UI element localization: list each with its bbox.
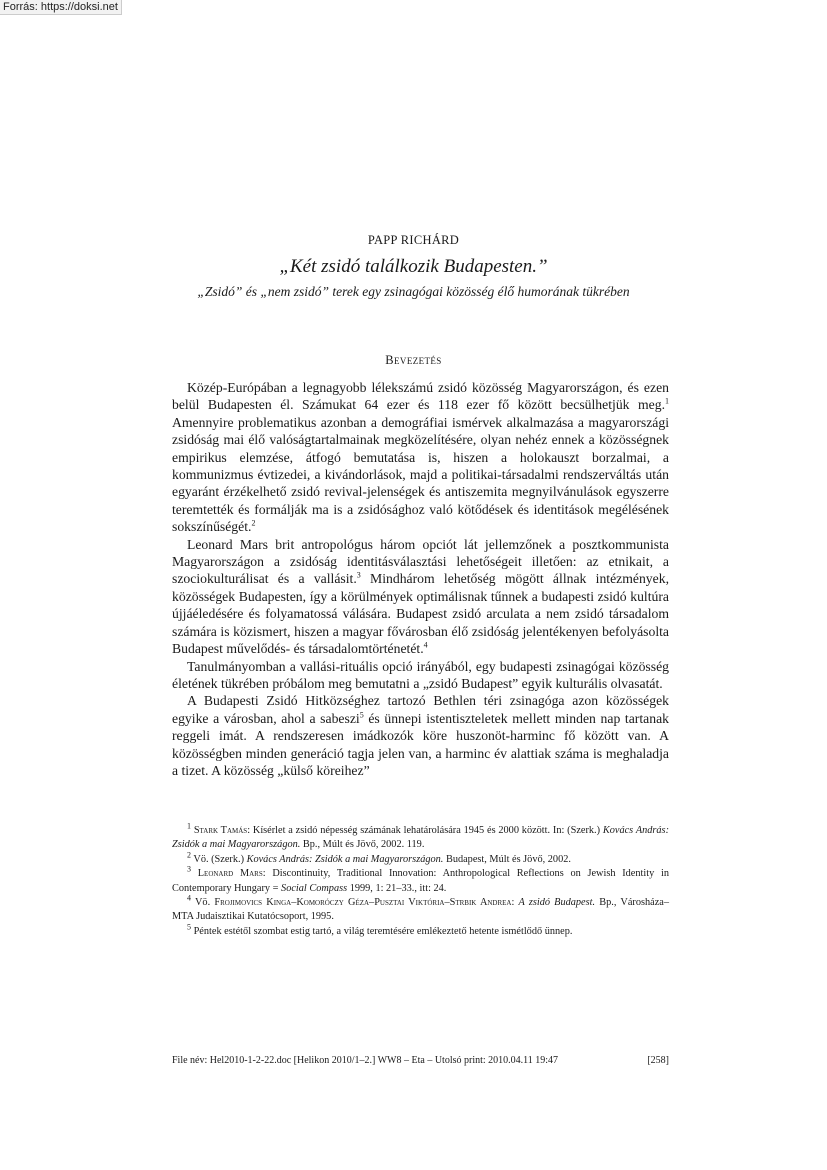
footnote-ref[interactable]: 1 bbox=[665, 396, 669, 406]
footnote-number: 1 bbox=[187, 821, 191, 831]
footnote-text: 1999, 1: 21–33., itt: 24. bbox=[347, 882, 447, 894]
footnote-text: Vö. (Szerk.) bbox=[193, 853, 247, 865]
file-info: File név: Hel2010-1-2-22.doc [Helikon 2010/1–2.] WW8 – Eta – Utolsó print: 2010.04.11 19:47 bbox=[172, 1055, 559, 1066]
paragraph-text: és ünnepi istentiszteletek mellett minden nap tartanak reggeli imát. A rendszeresen imádkozók köre huszonöt-harminc fő között van. A közösségben minden generáció tagja jelen van, a harminc év alattiak száma is meghaladja a tizet. A közösség „külső köreihez” bbox=[172, 710, 669, 778]
footnote-italic: Kovács András: Zsidók a mai Magyarországon. bbox=[246, 853, 444, 865]
footnote-text: Bp., Múlt és Jövő, 2002. 119. bbox=[300, 839, 425, 851]
footnote bbox=[172, 864, 670, 896]
article-author: PAPP RICHÁRD bbox=[367, 233, 460, 247]
footnote-number: 5 bbox=[187, 922, 191, 932]
paragraph bbox=[172, 379, 669, 536]
footnote-text: Vö. bbox=[195, 897, 215, 909]
footnote-ref[interactable]: 2 bbox=[251, 518, 256, 528]
footnote-author: Stark Tamás bbox=[193, 825, 248, 836]
footnote-italic: Kovács András: Zsidók a mai Magyarországon. bbox=[172, 825, 669, 851]
footnote bbox=[172, 893, 669, 925]
footnote bbox=[172, 821, 669, 853]
footnote-number: 3 bbox=[187, 864, 191, 874]
source-label[interactable]: Forrás: https://doksi.net bbox=[0, 0, 122, 15]
paragraph-text: A Budapesti Zsidó Hitközséghez tartozó Bethlen téri zsinagóga azon közösségek egyike a városban, ahol a sabeszi bbox=[172, 693, 669, 726]
footnote-author: Leonard Mars bbox=[197, 868, 263, 880]
footnote-text: Péntek estétől szombat estig tartó, a világ teremtésére emlékeztető hetente ismétlődő ünnep. bbox=[193, 925, 573, 937]
footnote-authors: Frojimovics Kinga–Komoróczy Géza–Pusztai Viktória–Strbik Andrea bbox=[214, 897, 512, 909]
page-number: [258] bbox=[647, 1055, 669, 1066]
paragraph bbox=[172, 692, 669, 779]
paragraph-text: Tanulmányomban a vallási-rituális opció irányából, egy budapesti zsinagógai közösség életének tükrében próbálom meg bemutatni a „zsidó Budapest” egyik kulturális olvasatát. bbox=[172, 658, 669, 691]
footnote bbox=[172, 922, 669, 939]
footnote-text: : Kísérlet a zsidó népesség számának lehatárolására 1945 és 2000 között. In: (Szerk.) bbox=[247, 825, 603, 836]
body-text bbox=[172, 379, 669, 779]
footnote-text: : bbox=[511, 897, 519, 909]
paragraph bbox=[172, 536, 669, 658]
footnote-number: 4 bbox=[187, 893, 191, 903]
paragraph-text: Közép-Európában a legnagyobb lélekszámú zsidó közösség Magyarországon, és ezen belül Budapesten él. Számukat 64 ezer és 118 ezer fő között becsülhetjük meg. bbox=[172, 380, 669, 413]
footnote-italic: Social Compass bbox=[281, 882, 348, 894]
article-subtitle: „Zsidó” és „nem zsidó” terek egy zsinagógai közösség élő humorának tükrében bbox=[197, 284, 630, 299]
footnote-ref[interactable]: 5 bbox=[359, 710, 364, 720]
footnote bbox=[172, 850, 669, 867]
paragraph-text: Amennyire problematikus azonban a demográfiai ismérvek alkalmazása a magyarországi zsidóság mai élő valóságtartalmainak megközelítésére, olyan nehéz ennek a közösségnek empirikus elemzése, átfogó bemutatása is, hiszen a holokauszt borzalmai, a kommunizmus évtizedei, a kivándorlások, majd a politikai-társadalmi rendszerváltás után egyaránt érzékelhető zsidó revival-jelenségek és antiszemita megnyilvánulások egyszerre teremtették és formálják ma is a zsidósághoz való kötődések és identitások megélésének sokszínűségét. bbox=[172, 414, 669, 535]
article-title: „Két zsidó találkozik Budapesten.” bbox=[279, 256, 548, 277]
footnote-text: Budapest, Múlt és Jövő, 2002. bbox=[443, 853, 571, 865]
footnote-number: 2 bbox=[187, 850, 191, 860]
footnote-italic: A zsidó Budapest. bbox=[518, 897, 596, 909]
page-footer bbox=[172, 1055, 669, 1066]
footnote-text: Bp., Városháza–MTA Judaisztikai Kutatócsoport, 1995. bbox=[172, 897, 669, 923]
footnote-ref[interactable]: 4 bbox=[423, 640, 428, 650]
footnotes bbox=[172, 821, 670, 939]
section-heading: Bevezetés bbox=[385, 353, 442, 367]
footnote-text: : Discontinuity, Traditional Innovation: Anthropological Reflections on Jewish Identity in Contemporary Hungary = bbox=[172, 868, 670, 894]
paragraph-text: Mindhárom lehetőség mögött állnak intézmények, közösségek Budapesten, így a körülmények optimálisnak tűnnek a budapesti zsidó kultúra újjáéledésére és folyamatossá válására. Budapest zsidó arculata a nem zsidó társadalom számára is közismert, hiszen a magyar fővárosban élő zsidóság jelentékenyen befolyásolta Budapest művelődés- és társadalomtörténetét. bbox=[172, 571, 669, 657]
paragraph-text: Leonard Mars brit antropológus három opciót lát jellemzőnek a posztkommunista Magyarországon a zsidóság identitásválasztási lehetőségeit illetően: az etnikait, a szociokulturálisat és a vallásit. bbox=[172, 536, 669, 587]
paragraph bbox=[172, 658, 669, 693]
footnote-ref[interactable]: 3 bbox=[356, 570, 361, 580]
